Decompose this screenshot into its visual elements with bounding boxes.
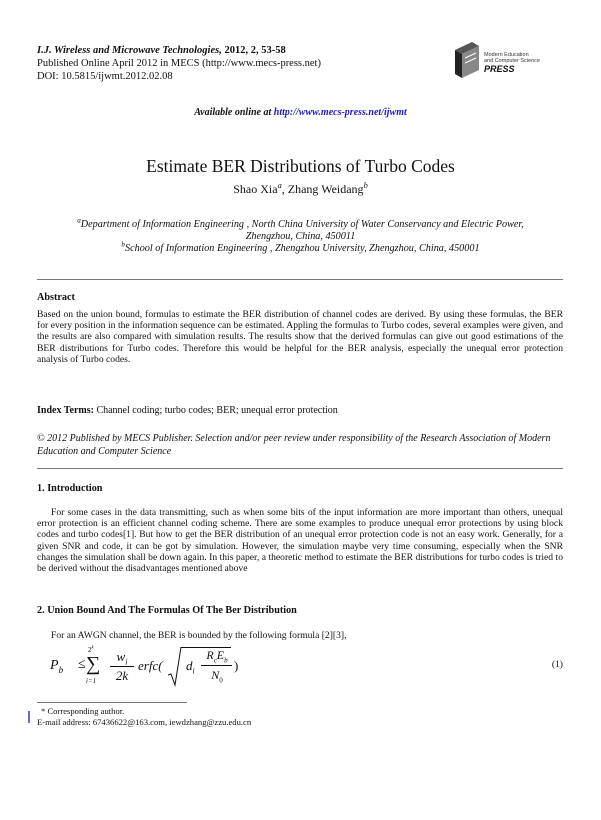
eq-inner-frac-bar <box>201 665 232 666</box>
eq-lhs-sub: b <box>58 664 64 675</box>
authors <box>0 182 601 197</box>
index-terms-text: Channel coding; turbo codes; BER; unequal error protection <box>93 405 338 416</box>
eq-inner-num: R <box>206 648 214 662</box>
author-1-mark: a <box>277 181 282 190</box>
eq-frac-bar <box>110 666 134 667</box>
eq-func: erfc( <box>138 658 163 673</box>
doi-line: DOI: 10.5815/ijwmt.2012.02.08 <box>37 71 173 82</box>
eq-inner-num-sub1: c <box>213 656 217 665</box>
footnote-email: E-mail address: 67436622@163.com, iewdzhang@zzu.edu.cn <box>37 716 252 727</box>
divider-top <box>37 279 563 280</box>
affil-b-line: School of Information Engineering , Zhengzhou University, Zhengzhou, China, 450001 <box>124 243 480 254</box>
eq-sum-bottom: i=1 <box>86 677 97 685</box>
eq-sum-top-sup: k <box>91 645 94 651</box>
eq-num-sub: i <box>125 657 128 667</box>
logo-line2: and Computer Science <box>484 58 540 64</box>
change-bar <box>28 711 30 723</box>
journal-volume: 2012, 2, 53-58 <box>224 45 286 56</box>
author-2: Zhang Weidang <box>287 182 364 196</box>
affil-a-line2: Zhengzhou, China, 450011 <box>245 231 356 242</box>
available-online <box>0 107 601 118</box>
eq-inner-den: N <box>211 668 220 682</box>
eq-close: ) <box>234 658 239 673</box>
copyright-notice: © 2012 Published by MECS Publisher. Selection and/or peer review under responsibility of the Research Association of Modern Education and Computer Science <box>37 433 551 457</box>
abstract-text: Based on the union bound, formulas to estimate the BER distribution of channel codes are derived. By using these formulas, the BER for every position in the information sequence can be estimated. Appling the formulas to Turbo codes, several examples were given, and the results are also compared with simulation results. The results show that the derived formulas can give out good estimations of the BER distributions for Turbo codes. Therefore this would be helpful for the BER analysis, especially the unequal error protection analysis of Turbo codes. <box>37 309 563 365</box>
equation-1 <box>50 645 563 693</box>
publisher-logo <box>452 38 562 86</box>
eq-lhs: P <box>50 658 59 673</box>
published-line: Published Online April 2012 in MECS (http://www.mecs-press.net) <box>37 58 321 69</box>
logo-line1: Modern Education <box>484 52 529 58</box>
eq-inner-num-sub2: b <box>224 656 228 665</box>
eq-sum-sign: ∑ <box>86 653 101 675</box>
author-2-mark: b <box>363 181 368 190</box>
index-terms-label: Index Terms: <box>37 405 94 416</box>
section-1-heading: 1. Introduction <box>37 483 103 494</box>
author-sep: , <box>281 182 288 196</box>
eq-den: 2k <box>115 668 129 683</box>
eq-number: (1) <box>551 659 563 670</box>
footnote-mark: * Corresponding author. <box>41 706 125 716</box>
affiliations <box>20 216 581 255</box>
journal-header <box>37 44 321 83</box>
section-2-heading: 2. Union Bound And The Formulas Of The Ber Distribution <box>37 605 297 616</box>
journal-url-link[interactable]: http://www.mecs-press.net/ijwmt <box>273 107 407 118</box>
eq-d: d <box>186 658 193 673</box>
affil-b-mark: b <box>121 240 125 249</box>
eq-sqrt-icon <box>168 647 182 687</box>
eq-num: w <box>116 649 126 664</box>
eq-inner-den-sub: 0 <box>219 676 223 685</box>
section-2-text: For an AWGN channel, the BER is bounded by the following formula [2][3], <box>51 630 347 641</box>
eq-inner-num2: E <box>216 648 225 662</box>
footnote-rule <box>37 702 187 703</box>
eq-sum-top-base: 2 <box>88 646 92 654</box>
section-1-text: For some cases in the data transmitting, such as when some bits of the input information are more important than others, unequal error protection is an efficient channel coding scheme. There are some examples to produce unequal error protections by using block codes and turbo codes[1]. But how to get the BER distribution of an unequal error protection code is not an easy work. Generally, for a given SNR and code, it can be got by simulation. However, the simulation maybe very time consuming, especially when the SNR changes the simulation shall be down again. In this paper, a theoretic method to estimate the BER distributions for turbo codes is tried to be derived without the disadvantages mentioned above <box>37 507 563 575</box>
book-icon <box>452 40 482 80</box>
footnote <box>37 706 251 727</box>
journal-name: I.J. Wireless and Microwave Technologies, <box>37 45 222 56</box>
index-terms <box>37 405 563 416</box>
divider-mid <box>37 468 563 469</box>
abstract-heading: Abstract <box>37 292 75 303</box>
affil-a-line1: Department of Information Engineering , North China University of Water Conservancy and Electric Power, <box>80 219 524 230</box>
author-1: Shao Xia <box>233 182 278 196</box>
eq-d-sub: i <box>192 666 195 676</box>
paper-title: Estimate BER Distributions of Turbo Codes <box>146 156 455 176</box>
eq-leq: ≤ <box>78 657 86 672</box>
affil-a-mark: a <box>77 216 81 225</box>
available-prefix: Available online at <box>194 107 274 118</box>
logo-word: PRESS <box>484 64 515 74</box>
